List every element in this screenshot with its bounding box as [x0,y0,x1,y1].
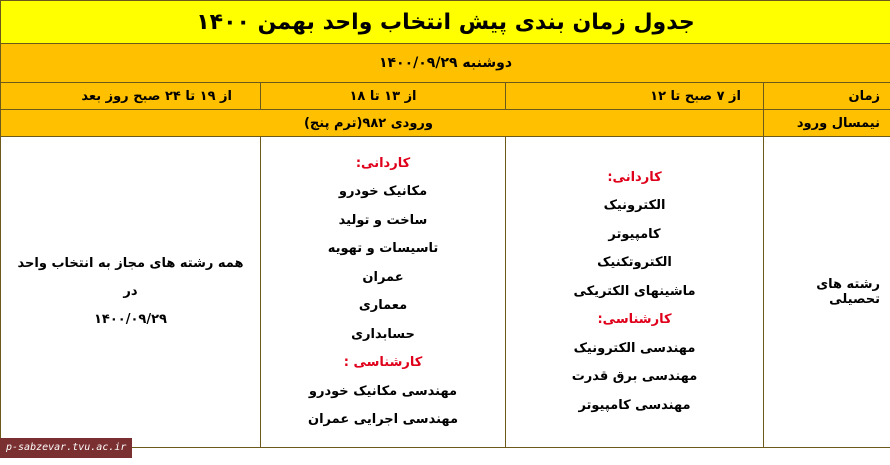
bachelor-heading: کارشناسی: [597,312,672,328]
field-item: مکانیک خودرو [338,184,428,199]
fields-label: رشته های تحصیلی [764,137,890,448]
fields-slot-morning [506,137,764,448]
field-item: مهندسی برق قدرت [571,369,698,385]
fields-row [1,137,890,448]
field-item: معماری [358,298,408,313]
field-item: حسابداری [351,326,415,342]
all-fields-line: همه رشته های مجاز به انتخاب واحد در [17,256,244,299]
field-item: ماشینهای الکتریکی [573,283,696,299]
field-item: مهندسی مکانیک خودرو [308,383,458,399]
title-row [1,1,890,44]
page-title: جدول زمان بندی پیش انتخاب واحد بهمن ۱۴۰۰ [1,1,890,44]
fields-list-afternoon [261,150,505,435]
time-slot-afternoon: از ۱۳ تا ۱۸ [261,83,506,110]
schedule-date: دوشنبه ۱۴۰۰/۰۹/۲۹ [1,44,890,83]
field-item: ساخت و تولید [338,212,428,228]
time-slot-night: از ۱۹ تا ۲۴ صبح روز بعد [1,83,261,110]
associate-heading: کاردانی: [355,155,411,171]
field-item: مهندسی کامپیوتر [578,397,691,413]
entry-value: ورودی ۹۸۲(ترم پنج) [1,110,764,137]
all-fields-date: ۱۴۰۰/۰۹/۲۹ [94,312,167,327]
site-watermark: p-sabzevar.tvu.ac.ir [0,438,132,458]
time-slot-morning: از ۷ صبح تا ۱۲ [506,83,764,110]
field-item: الکترونیک [603,198,666,214]
fields-list-morning [506,164,763,421]
fields-slot-night [1,137,261,448]
bachelor-heading: کارشناسی : [343,355,423,370]
associate-heading: کاردانی: [607,169,662,185]
field-item: کامپیوتر [608,226,661,242]
fields-slot-afternoon [261,137,506,448]
field-item: مهندسی اجرایی عمران [307,412,459,427]
field-item: تاسیسات و تهویه [327,241,439,256]
entry-row [1,110,890,137]
time-label: زمان [764,83,890,110]
field-item: الکتروتکنیک [597,255,672,271]
all-fields-note [1,250,260,334]
time-row [1,83,890,110]
field-item: مهندسی الکترونیک [573,340,696,356]
date-row [1,44,890,83]
field-item: عمران [362,269,404,285]
entry-label: نیمسال ورود [764,110,890,137]
